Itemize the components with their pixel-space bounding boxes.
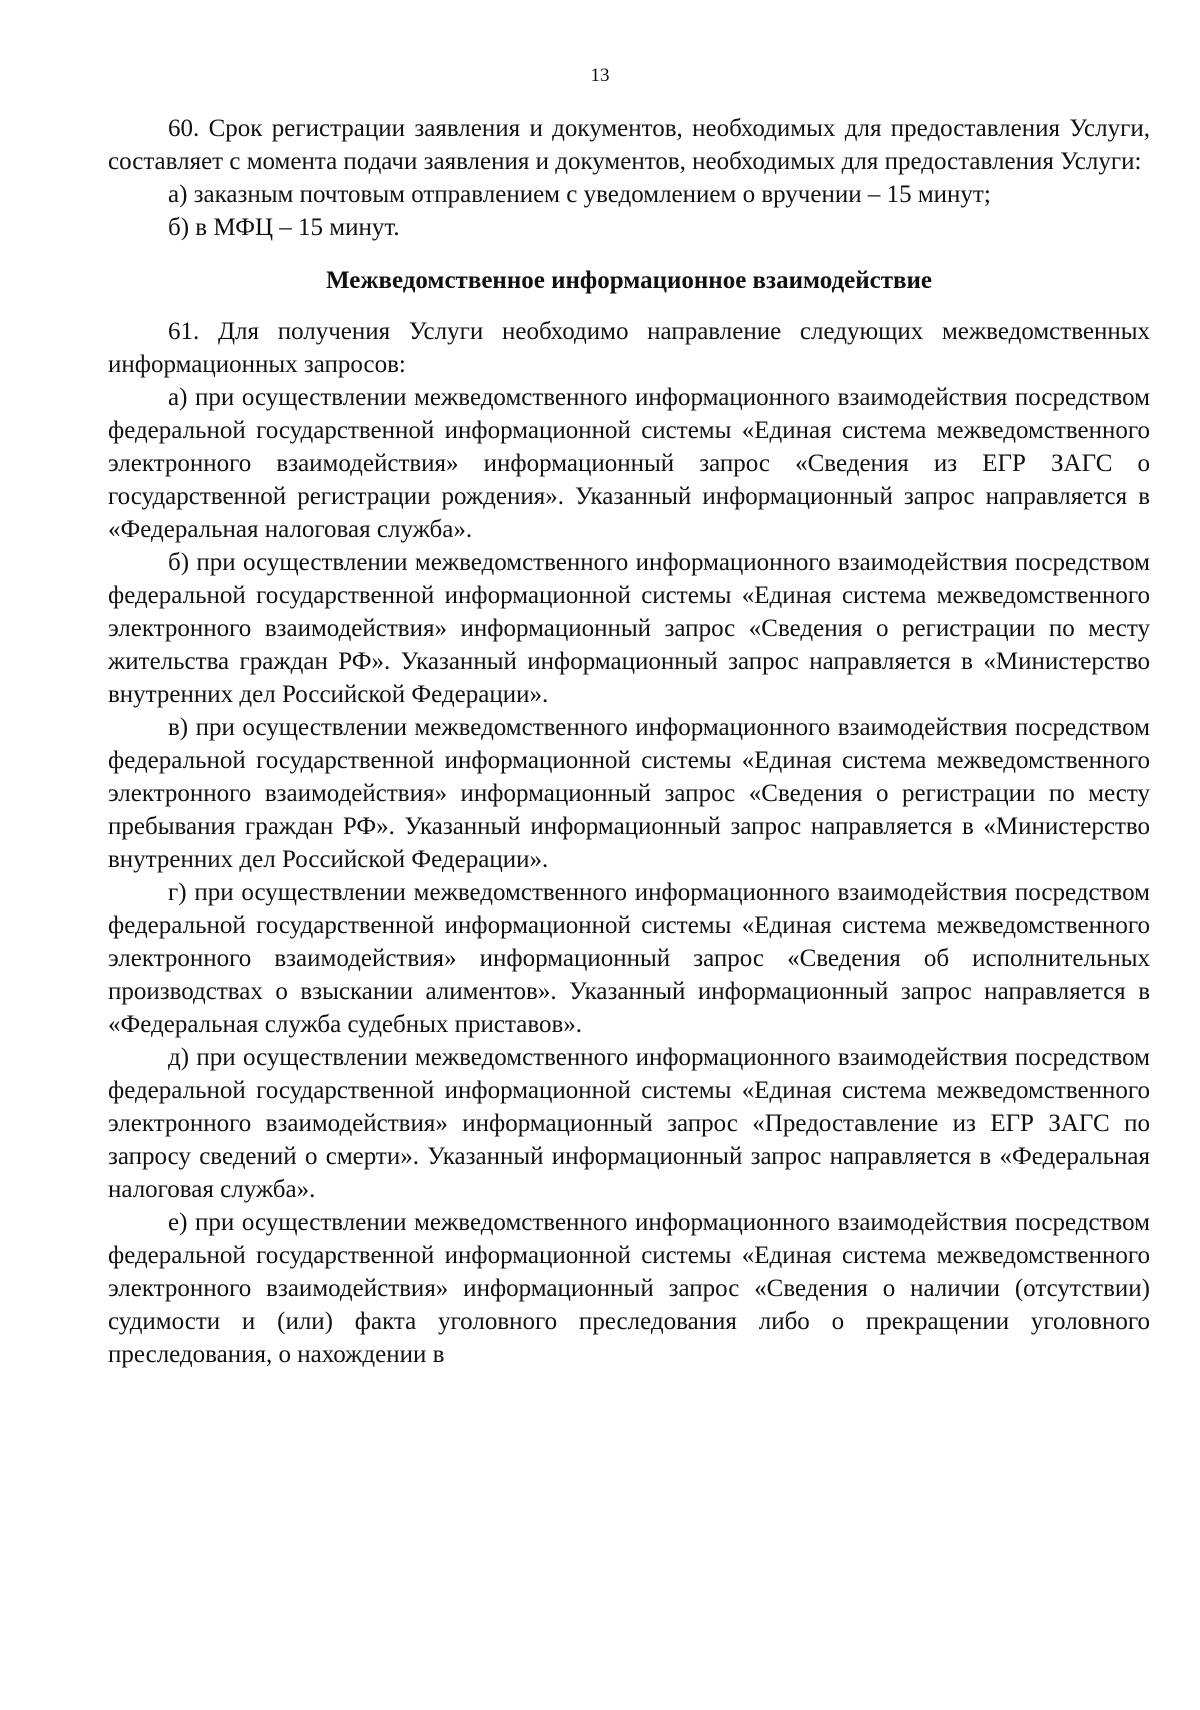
paragraph-61-item-v: в) при осуществлении межведомственного информационного взаимодействия посредством федеральной государственной информационной системы «Единая система межведомственного электронного взаимодействия» информационный запрос «Сведения о регистрации по месту пребывания граждан РФ». Указанный информационный запрос направляется в «Министерство внутренних дел Российской Федерации». xyxy=(108,714,1150,873)
page-number: 13 xyxy=(590,65,610,86)
paragraph-61-item-b: б) при осуществлении межведомственного информационного взаимодействия посредством федеральной государственной информационной системы «Единая система межведомственного электронного взаимодействия» информационный запрос «Сведения о регистрации по месту жительства граждан РФ». Указанный информационный запрос направляется в «Министерство внутренних дел Российской Федерации». xyxy=(108,549,1150,708)
paragraph-60-item-b: б) в МФЦ – 15 минут. xyxy=(168,214,400,241)
section-heading: Межведомственное информационное взаимодействие xyxy=(326,267,932,294)
paragraph-61-item-e: е) при осуществлении межведомственного информационного взаимодействия посредством федеральной государственной информационной системы «Единая система межведомственного электронного взаимодействия» информационный запрос «Сведения о наличии (отсутствии) судимости и (или) факта уголовного преследования либо о прекращении уголовного преследования, о нахождении в xyxy=(108,1209,1150,1368)
paragraph-61-intro: 61. Для получения Услуги необходимо направление следующих межведомственных информационных запросов: xyxy=(108,318,1150,378)
paragraph-61-item-g: г) при осуществлении межведомственного информационного взаимодействия посредством федеральной государственной информационной системы «Единая система межведомственного электронного взаимодействия» информационный запрос «Сведения об исполнительных производствах о взыскании алиментов». Указанный информационный запрос направляется в «Федеральная служба судебных приставов». xyxy=(108,879,1150,1038)
document-body xyxy=(108,112,1150,1371)
paragraph-61-item-d: д) при осуществлении межведомственного информационного взаимодействия посредством федеральной государственной информационной системы «Единая система межведомственного электронного взаимодействия» информационный запрос «Предоставление из ЕГР ЗАГС по запросу сведений о смерти». Указанный информационный запрос направляется в «Федеральная налоговая служба». xyxy=(108,1044,1150,1203)
paragraph-61-item-a: а) при осуществлении межведомственного информационного взаимодействия посредством федеральной государственной информационной системы «Единая система межведомственного электронного взаимодействия» информационный запрос «Сведения из ЕГР ЗАГС о государственной регистрации рождения». Указанный информационный запрос направляется в «Федеральная налоговая служба». xyxy=(108,384,1150,543)
paragraph-60-intro: 60. Срок регистрации заявления и документов, необходимых для предоставления Услуги, составляет с момента подачи заявления и документов, необходимых для предоставления Услуги: xyxy=(108,115,1150,175)
paragraph-60-item-a: а) заказным почтовым отправлением с уведомлением о вручении – 15 минут; xyxy=(168,181,991,208)
